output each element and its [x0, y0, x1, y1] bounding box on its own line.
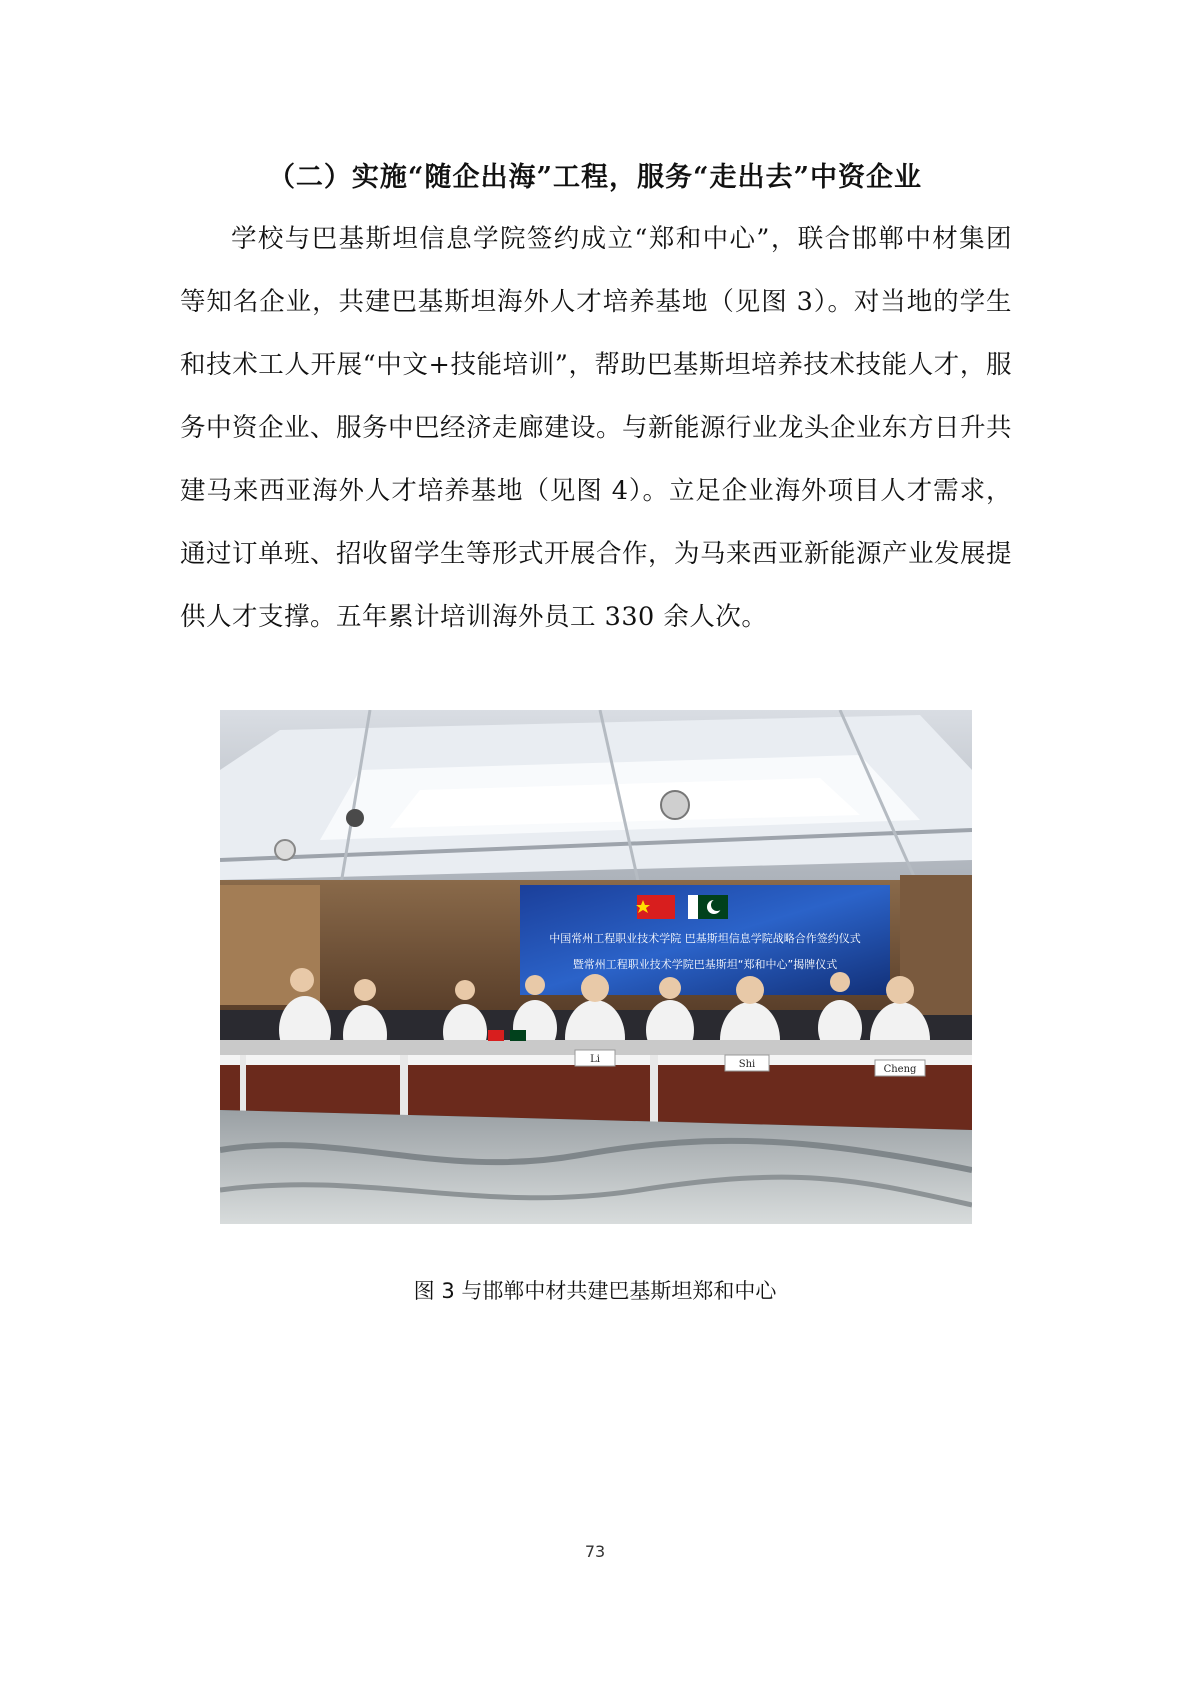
body-paragraph: 学校与巴基斯坦信息学院签约成立“郑和中心”，联合邯郸中材集团等知名企业，共建巴基斯坦海外人才培养基地（见图 3）。对当地的学生和技术工人开展“中文+技能培训”，帮助巴基斯坦培养技术技能人才，服务中资企业、服务中巴经济走廊建设。与新能源行业龙头企业东方日升共建马来西亚海外人才培养基地（见图 4）。立足企业海外项目人才需求，通过订单班、招收留学生等形式开展合作，为马来西亚新能源产业发展提供人才支撑。五年累计培训海外员工 330 余人次。 [180, 224, 1013, 632]
page-number: 73 [584, 1542, 606, 1561]
section-heading: （二）实施“随企出海”工程，服务“走出去”中资企业 [267, 162, 923, 193]
name-card-2: Shi [738, 1059, 756, 1070]
name-card-3: Cheng [883, 1064, 917, 1075]
banner-line1: 中国常州工程职业技术学院 巴基斯坦信息学院战略合作签约仪式 [549, 932, 861, 945]
banner-line2: 暨常州工程职业技术学院巴基斯坦“郑和中心”揭牌仪式 [572, 958, 838, 971]
meeting-photo [220, 710, 972, 1224]
figure-caption: 图 3 与邯郸中材共建巴基斯坦郑和中心 [413, 1279, 777, 1303]
name-card-1: Li [590, 1054, 600, 1065]
